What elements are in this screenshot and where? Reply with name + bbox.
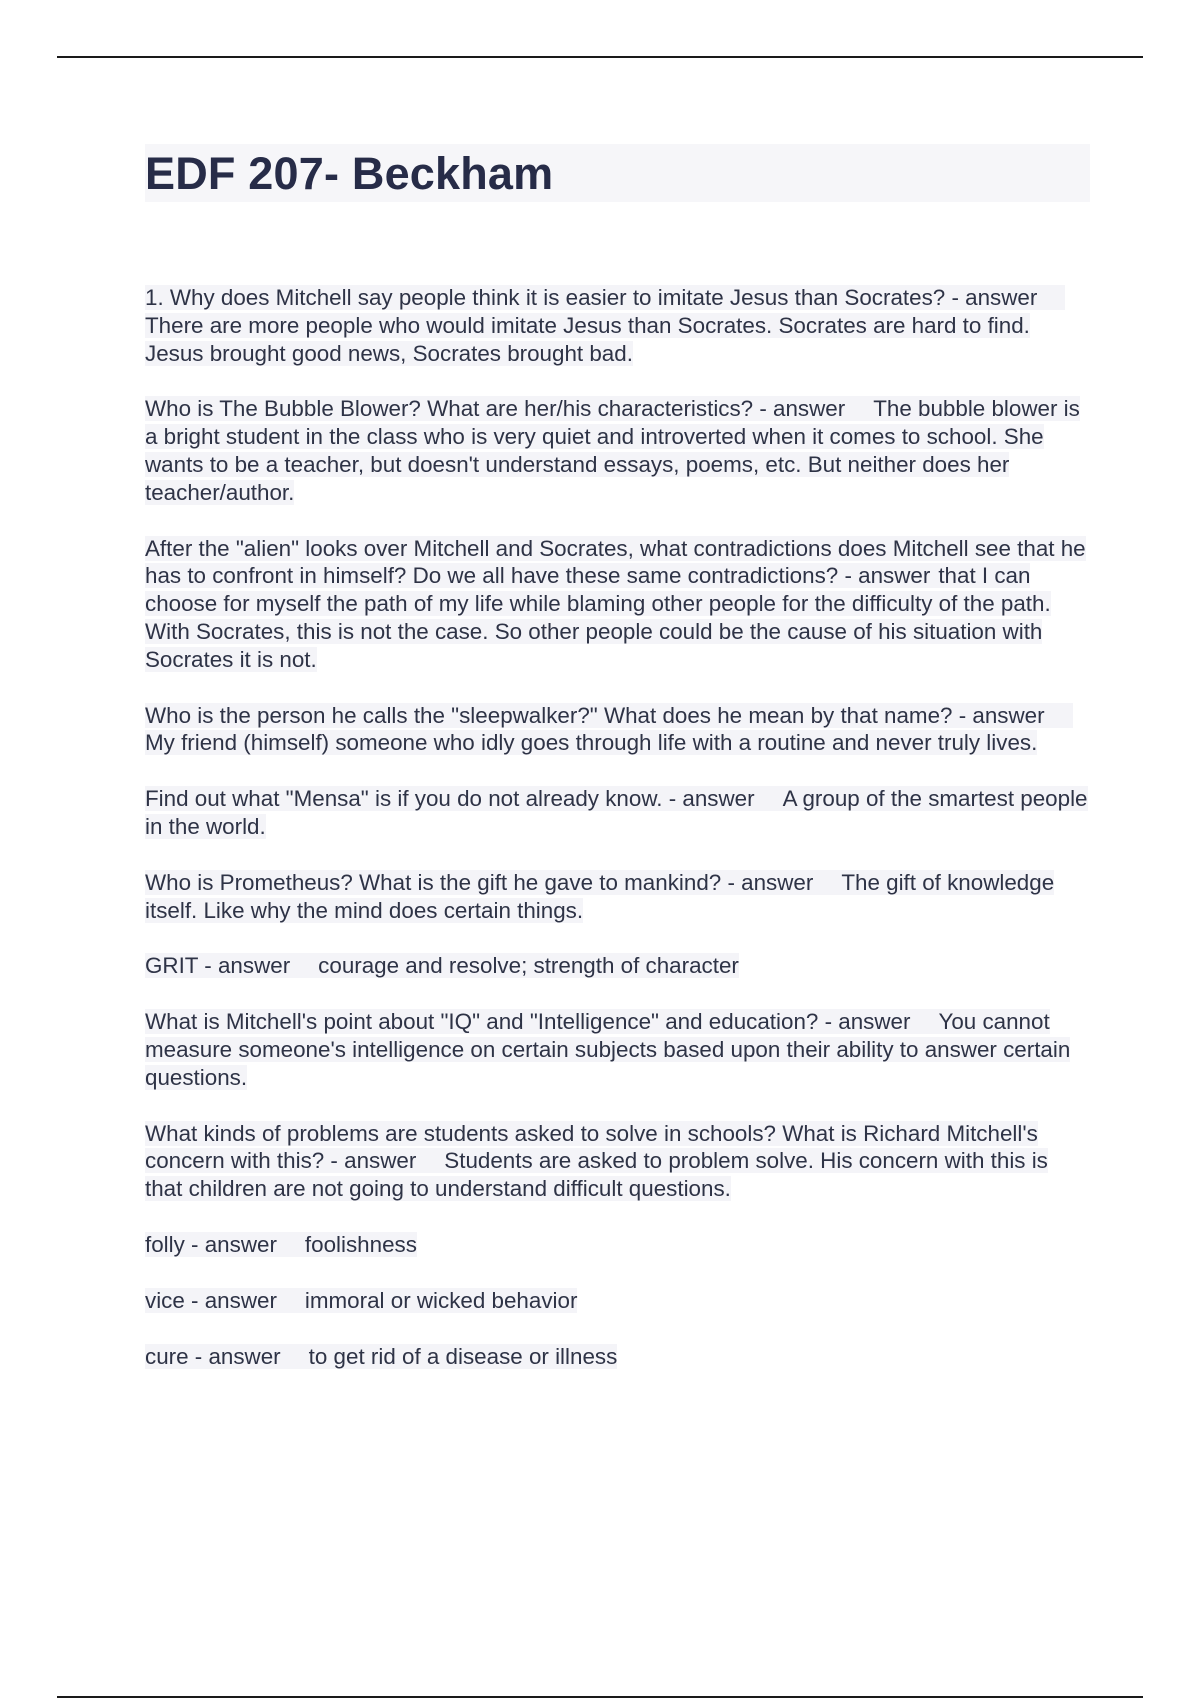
question-text: After the "alien" looks over Mitchell and Socrates, what contradictions does Mitchell see that he has to confront in himself? Do we all have these same contradictions? - answer xyxy=(145,535,1086,589)
qa-entry xyxy=(145,1120,1090,1203)
qa-entry xyxy=(145,1231,1090,1259)
answer-text: My friend (himself) someone who idly goes through life with a routine and never truly lives. xyxy=(145,730,1038,756)
qa-entry xyxy=(145,1008,1090,1091)
answer-text: You cannot measure someone's intelligence on certain subjects based upon their ability to answer certain questions. xyxy=(145,1009,1071,1090)
question-text: What is Mitchell's point about "IQ" and "Intelligence" and education? - answer xyxy=(145,1009,911,1035)
question-text: Who is Prometheus? What is the gift he gave to mankind? - answer xyxy=(145,869,814,895)
answer-text: immoral or wicked behavior xyxy=(304,1287,578,1313)
bottom-rule xyxy=(57,1696,1143,1698)
answer-text: A group of the smartest people in the world. xyxy=(145,786,1088,839)
answer-text: The gift of knowledge itself. Like why the mind does certain things. xyxy=(145,869,1055,923)
question-text: folly - answer xyxy=(145,1231,277,1257)
qa-entry xyxy=(145,1343,1090,1371)
qa-entry xyxy=(145,869,1090,925)
qa-entry xyxy=(145,284,1090,367)
qa-entry xyxy=(145,395,1090,506)
question-text: vice - answer xyxy=(145,1287,277,1313)
answer-text: Students are asked to problem solve. His concern with this is that children are not going to understand difficult questions. xyxy=(145,1148,1048,1202)
answer-text: that I can choose for myself the path of my life while blaming other people for the difficulty of the path. With Socrates, this is not the case. So other people could be the cause of his situation with Socrates it is not. xyxy=(145,563,1051,672)
question-text: Find out what "Mensa" is if you do not already know. - answer xyxy=(145,786,755,812)
question-text: 1. Why does Mitchell say people think it is easier to imitate Jesus than Socrates? - answer xyxy=(145,285,1038,310)
answer-text: The bubble blower is a bright student in the class who is very quiet and introverted when it comes to school. She wants to be a teacher, but doesn't understand essays, poems, etc. But neither does her teacher/author. xyxy=(145,396,1080,505)
answer-text: to get rid of a disease or illness xyxy=(308,1343,618,1369)
question-text: What kinds of problems are students asked to solve in schools? What is Richard Mitchell's concern with this? - answer xyxy=(145,1120,1038,1174)
qa-entry xyxy=(145,535,1090,674)
question-text: cure - answer xyxy=(145,1343,281,1369)
top-rule xyxy=(57,56,1143,58)
answer-text: There are more people who would imitate Jesus than Socrates. Socrates are hard to find. Jesus brought good news, Socrates brought bad. xyxy=(145,312,1030,366)
qa-entry xyxy=(145,952,1090,980)
question-text: Who is the person he calls the "sleepwalker?" What does he mean by that name? - answer xyxy=(145,702,1045,728)
document-body xyxy=(145,144,1090,1398)
qa-entry xyxy=(145,785,1090,841)
answer-text: courage and resolve; strength of character xyxy=(318,953,739,979)
qa-entry xyxy=(145,702,1090,758)
title-banner xyxy=(145,144,1090,202)
question-text: GRIT - answer xyxy=(145,953,291,979)
qa-list xyxy=(145,284,1090,1370)
qa-entry xyxy=(145,1287,1090,1315)
answer-text: foolishness xyxy=(304,1231,417,1257)
question-text: Who is The Bubble Blower? What are her/his characteristics? - answer xyxy=(145,396,846,422)
document-title: EDF 207- Beckham xyxy=(145,147,554,199)
